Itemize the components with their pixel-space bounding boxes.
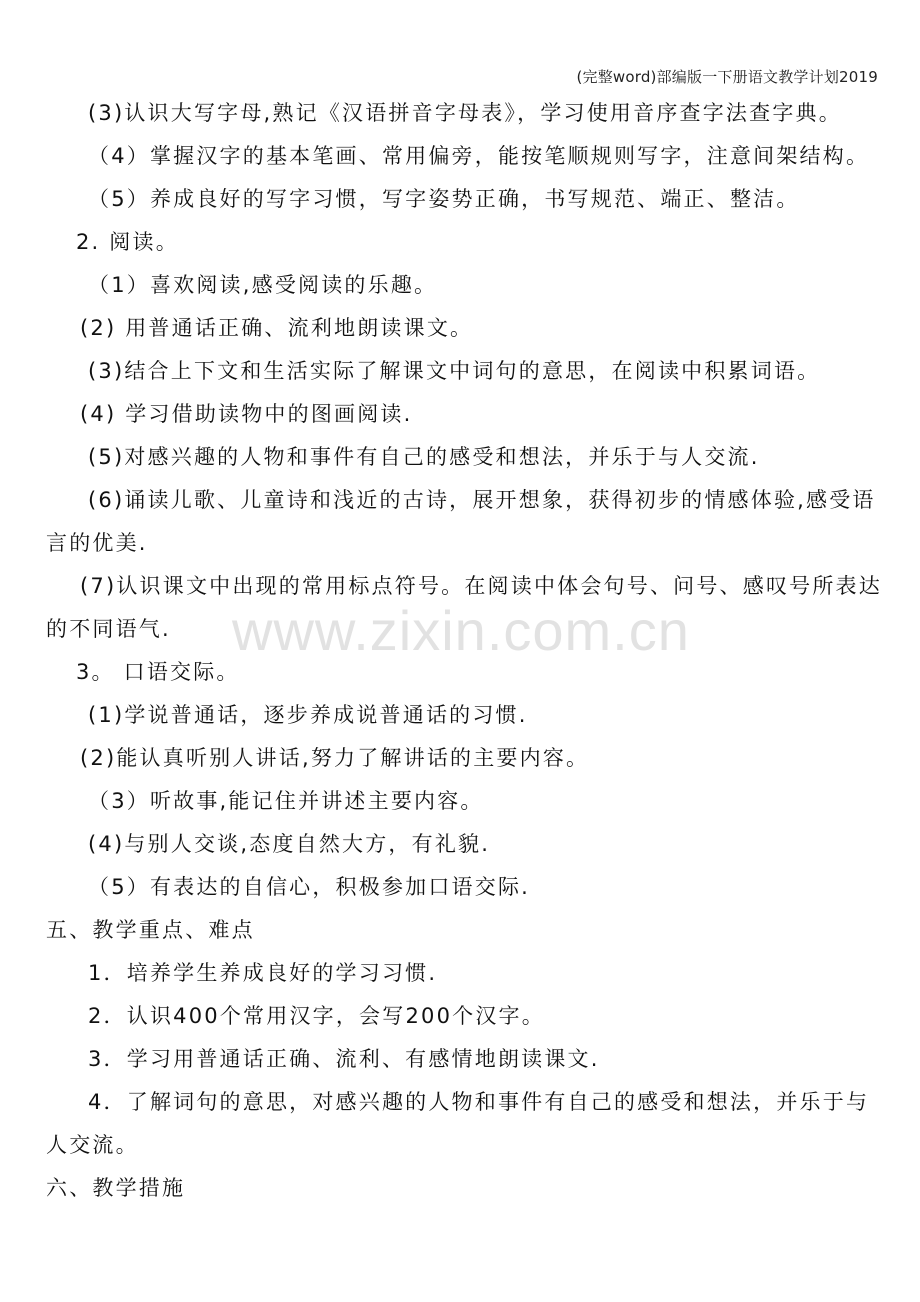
text-line: 的不同语气. xyxy=(46,617,171,641)
text-line: 言的优美. xyxy=(46,531,148,555)
text-line: (3)结合上下文和生活实际了解课文中词句的意思，在阅读中积累词语。 xyxy=(88,359,821,383)
watermark: www.zixin.com.cn xyxy=(232,599,690,662)
text-line: 4．了解词句的意思，对感兴趣的人物和事件有自己的感受和想法，并乐于与 xyxy=(88,1090,870,1114)
section-heading: 2. 阅读。 xyxy=(76,230,179,254)
text-line: (4)与别人交谈,态度自然大方，有礼貌. xyxy=(88,832,491,856)
text-line: 3．学习用普通话正确、流利、有感情地朗读课文. xyxy=(88,1047,600,1071)
text-line: (7)认识课文中出现的常用标点符号。在阅读中体会句号、问号、感叹号所表达 xyxy=(80,574,882,598)
section-heading: 3。 口语交际。 xyxy=(76,660,240,684)
text-line: （1）喜欢阅读,感受阅读的乐趣。 xyxy=(88,273,438,297)
text-line: (1)学说普通话，逐步养成说普通话的习惯. xyxy=(88,703,528,727)
text-line: (2) 用普通话正确、流利地朗读课文。 xyxy=(80,316,474,340)
text-line: （5）有表达的自信心，积极参加口语交际. xyxy=(88,875,531,899)
text-line: (5)对感兴趣的人物和事件有自己的感受和想法，并乐于与人交流. xyxy=(88,445,760,469)
text-line: （5）养成良好的写字习惯，写字姿势正确，书写规范、端正、整洁。 xyxy=(88,187,800,211)
text-line: 1．培养学生养成良好的学习习惯. xyxy=(88,961,438,985)
section-heading: 五、教学重点、难点 xyxy=(46,918,255,942)
text-line: （4）掌握汉字的基本笔画、常用偏旁，能按笔顺规则写字，注意间架结构。 xyxy=(88,144,870,168)
text-line: (4) 学习借助读物中的图画阅读. xyxy=(80,402,413,426)
page-header: (完整word)部编版一下册语文教学计划2019 xyxy=(576,68,878,86)
text-line: (6)诵读儿歌、儿童诗和浅近的古诗，展开想象，获得初步的情感体验,感受语 xyxy=(88,488,876,512)
text-line: （3）听故事,能记住并讲述主要内容。 xyxy=(88,789,484,813)
text-line: 人交流。 xyxy=(46,1133,139,1157)
section-heading: 六、教学措施 xyxy=(46,1176,186,1200)
text-line: 2．认识400个常用汉字，会写200个汉字。 xyxy=(88,1004,545,1028)
text-line: (2)能认真听别人讲话,努力了解讲话的主要内容。 xyxy=(80,746,590,770)
text-line: (3)认识大写字母,熟记《汉语拼音字母表》，学习使用音序查字法查字典。 xyxy=(88,101,842,125)
